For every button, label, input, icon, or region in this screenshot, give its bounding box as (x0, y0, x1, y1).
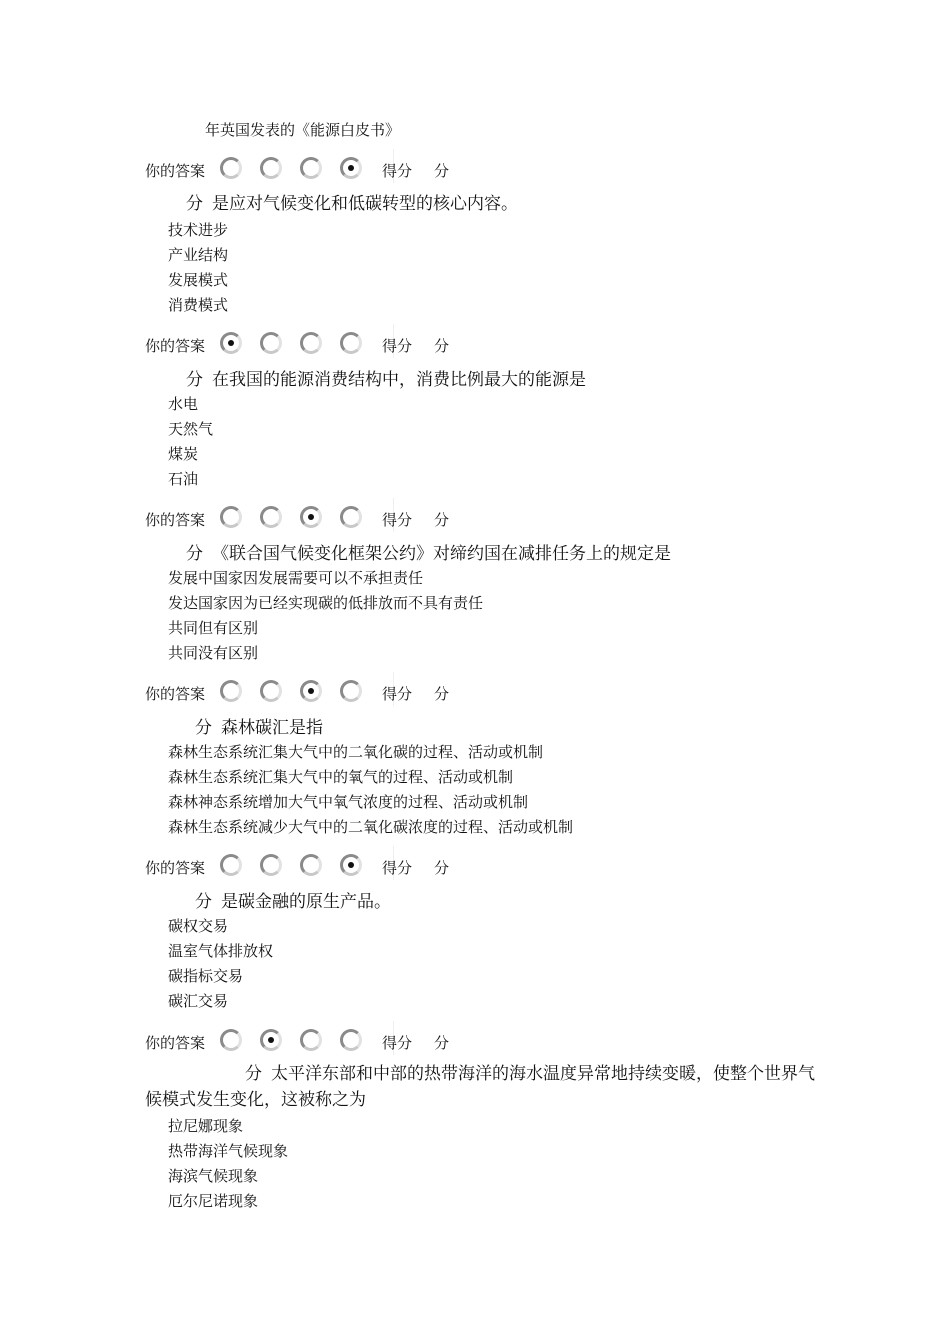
your-answer-label: 你的答案 (145, 511, 206, 529)
score-label: 得分 (382, 859, 413, 877)
score-label: 得分 (382, 162, 413, 180)
radio-dot (348, 165, 354, 171)
radio-option-c[interactable] (300, 680, 322, 702)
score-unit: 分 (434, 1034, 450, 1052)
radio-option-b[interactable] (260, 506, 282, 528)
answer-row (145, 1029, 465, 1059)
radio-option-c[interactable] (300, 332, 322, 354)
radio-dot (348, 862, 354, 868)
question-body: 是应对气候变化和低碳转型的核心内容。 (212, 194, 518, 214)
radio-option-a[interactable] (220, 157, 242, 179)
question-text (186, 189, 518, 214)
radio-option-d[interactable] (340, 1029, 362, 1051)
radio-option-b[interactable] (260, 157, 282, 179)
radio-option-c[interactable] (300, 1029, 322, 1051)
question-text (195, 713, 323, 738)
option-item: 森林生态系统汇集大气中的二氧化碳的过程、活动或机制 (168, 743, 544, 761)
option-item: 碳汇交易 (168, 992, 229, 1010)
question-score-prefix: 分 (186, 370, 203, 390)
radio-dot (308, 514, 314, 520)
radio-option-a[interactable] (220, 680, 242, 702)
question-score-prefix: 分 (186, 544, 203, 564)
question-score-prefix: 分 (245, 1064, 262, 1084)
radio-option-b[interactable] (260, 854, 282, 876)
option-item: 森林生态系统汇集大气中的氧气的过程、活动或机制 (168, 768, 514, 786)
your-answer-label: 你的答案 (145, 859, 206, 877)
option-item: 海滨气候现象 (168, 1167, 259, 1185)
question-text (195, 887, 391, 912)
question-text (186, 365, 586, 390)
radio-option-a[interactable] (220, 854, 242, 876)
radio-option-d[interactable] (340, 157, 362, 179)
radio-option-b[interactable] (260, 1029, 282, 1051)
your-answer-label: 你的答案 (145, 162, 206, 180)
radio-dot (268, 1037, 274, 1043)
radio-option-b[interactable] (260, 680, 282, 702)
option-item: 厄尔尼诺现象 (168, 1192, 259, 1210)
option-item: 发展中国家因发展需要可以不承担责任 (168, 569, 424, 587)
option-item: 消费模式 (168, 296, 229, 314)
option-item: 技术进步 (168, 221, 229, 239)
question-body: 太平洋东部和中部的热带海洋的海水温度异常地持续变暖，使整个世界气候模式发生变化，这被称之为 (145, 1064, 815, 1110)
option-item: 热带海洋气候现象 (168, 1142, 289, 1160)
question-body: 森林碳汇是指 (221, 718, 323, 738)
radio-option-d[interactable] (340, 506, 362, 528)
question-body: 是碳金融的原生产品。 (221, 892, 391, 912)
option-item: 共同没有区别 (168, 644, 259, 662)
your-answer-label: 你的答案 (145, 1034, 206, 1052)
your-answer-label: 你的答案 (145, 337, 206, 355)
score-label: 得分 (382, 685, 413, 703)
question-body: 《联合国气候变化框架公约》对缔约国在减排任务上的规定是 (212, 544, 671, 564)
score-label: 得分 (382, 1034, 413, 1052)
radio-option-d[interactable] (340, 332, 362, 354)
radio-option-b[interactable] (260, 332, 282, 354)
radio-option-c[interactable] (300, 506, 322, 528)
question-text (145, 1061, 825, 1113)
option-item: 森林神态系统增加大气中氧气浓度的过程、活动或机制 (168, 793, 529, 811)
option-item: 天然气 (168, 420, 214, 438)
question-score-prefix: 分 (195, 892, 212, 912)
score-label: 得分 (382, 511, 413, 529)
answer-row (145, 157, 465, 187)
option-item: 发达国家因为已经实现碳的低排放而不具有责任 (168, 594, 484, 612)
option-item: 碳指标交易 (168, 967, 244, 985)
score-unit: 分 (434, 859, 450, 877)
intro-line: 年英国发表的《能源白皮书》 (205, 121, 401, 139)
question-body: 在我国的能源消费结构中，消费比例最大的能源是 (212, 370, 586, 390)
radio-option-d[interactable] (340, 854, 362, 876)
radio-option-a[interactable] (220, 1029, 242, 1051)
option-item: 水电 (168, 395, 199, 413)
option-item: 碳权交易 (168, 917, 229, 935)
radio-option-a[interactable] (220, 332, 242, 354)
answer-row (145, 680, 465, 710)
radio-dot (308, 688, 314, 694)
score-unit: 分 (434, 511, 450, 529)
option-item: 温室气体排放权 (168, 942, 274, 960)
score-label: 得分 (382, 337, 413, 355)
option-item: 煤炭 (168, 445, 199, 463)
question-score-prefix: 分 (186, 194, 203, 214)
radio-option-a[interactable] (220, 506, 242, 528)
answer-row (145, 332, 465, 362)
radio-option-c[interactable] (300, 157, 322, 179)
radio-dot (228, 340, 234, 346)
option-item: 石油 (168, 470, 199, 488)
score-unit: 分 (434, 337, 450, 355)
score-unit: 分 (434, 685, 450, 703)
radio-option-d[interactable] (340, 680, 362, 702)
question-text (186, 539, 671, 564)
option-item: 森林生态系统减少大气中的二氧化碳浓度的过程、活动或机制 (168, 818, 574, 836)
answer-row (145, 506, 465, 536)
option-item: 拉尼娜现象 (168, 1117, 244, 1135)
score-unit: 分 (434, 162, 450, 180)
question-score-prefix: 分 (195, 718, 212, 738)
option-item: 共同但有区别 (168, 619, 259, 637)
answer-row (145, 854, 465, 884)
option-item: 产业结构 (168, 246, 229, 264)
radio-option-c[interactable] (300, 854, 322, 876)
option-item: 发展模式 (168, 271, 229, 289)
your-answer-label: 你的答案 (145, 685, 206, 703)
